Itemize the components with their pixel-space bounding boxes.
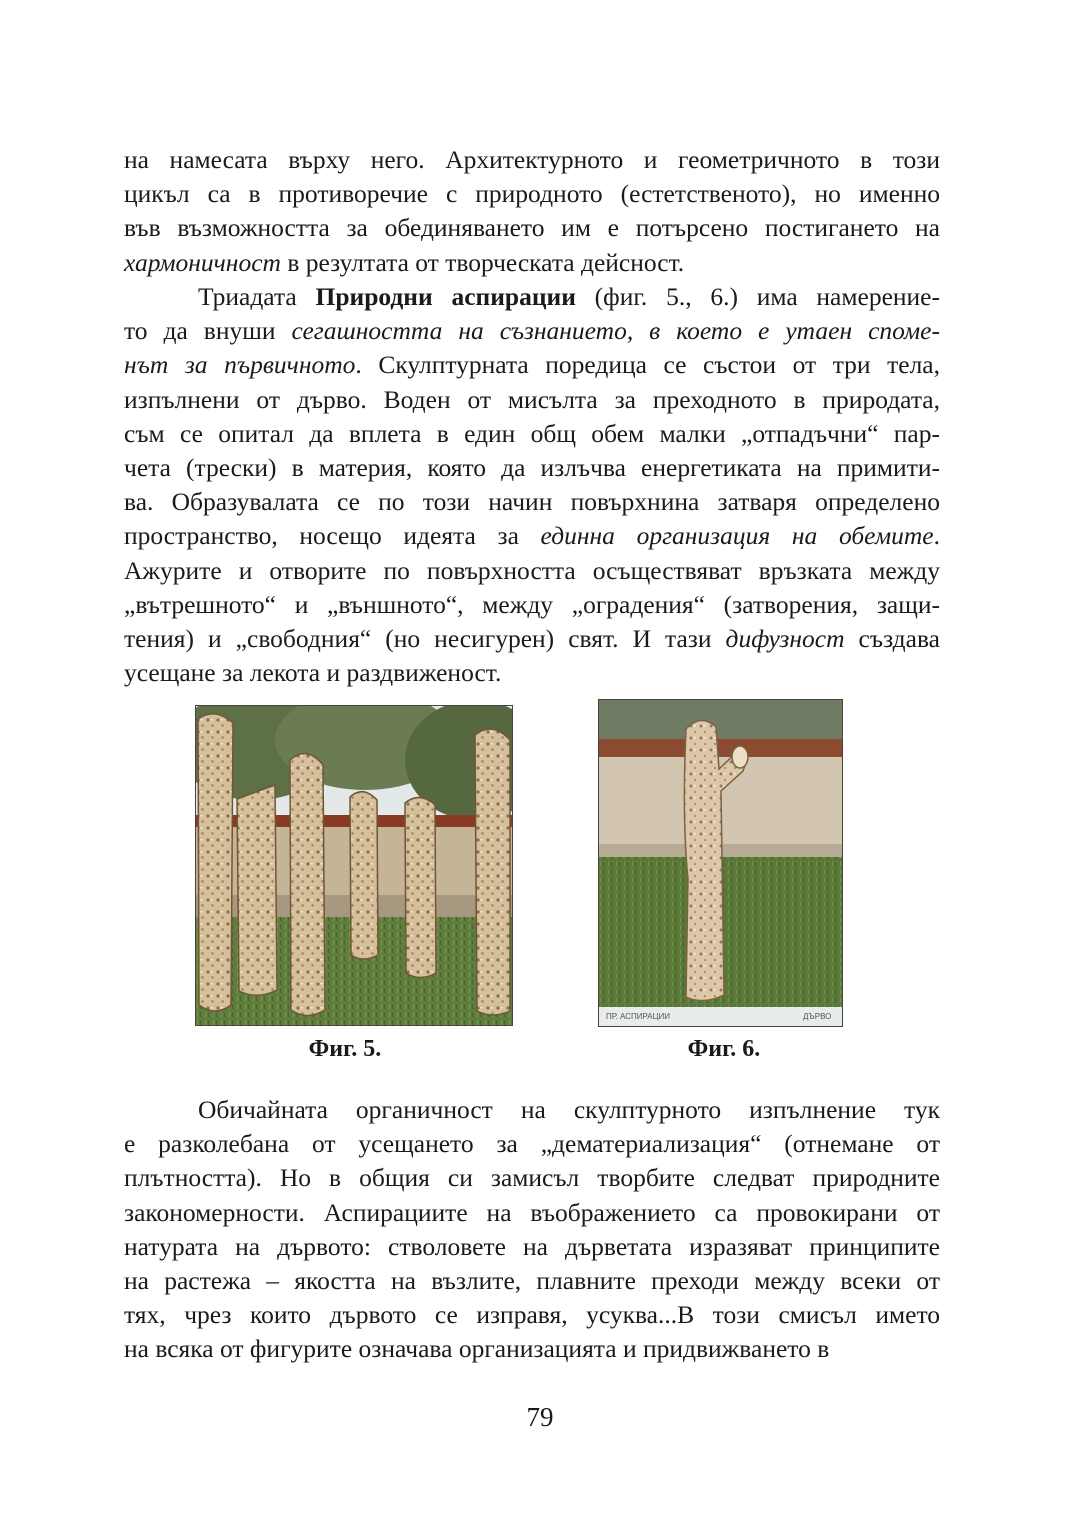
italic-text: нът за първичното [124,350,356,380]
text-run: закономерности. Аспирациите на въображението са провокирани от [124,1197,940,1227]
text-line [124,1264,940,1298]
text-line [124,519,940,553]
text-line [124,348,940,382]
text-line [124,1127,940,1161]
text-run: в резултата от творческата дейсност. [280,247,685,277]
text-run: е разколебана от усещането за „дематериализация“ (отнемане от [124,1129,940,1159]
figure-6-label-right: ДЪРВО [803,1012,832,1021]
text-line [124,314,940,348]
text-run: на намесата върху него. Архитектурното и геометричното в този [124,145,940,174]
paragraph-1 [124,143,940,280]
text-run: Триадата [198,282,316,311]
text-run: създава [844,624,940,654]
text-run: натурата на дървото: стволовете на дърветата изразяват принципите [124,1231,940,1261]
text-line [124,622,940,656]
text-line [124,211,940,245]
text-run: . Скулптурната поредица се състои от три тела, [355,350,940,380]
text-line [124,1093,940,1127]
text-line [124,383,940,417]
text-line [124,1298,940,1332]
paragraph-2 [124,280,940,690]
text-run: цикъл са в противоречие с природното (естетственото), но именно [124,179,940,209]
text-run: Ажурите и отворите по повърхността осъществяват връзката между [124,555,940,585]
text-line [124,485,940,519]
figure-5-photo [195,705,513,1026]
page-number: 79 [526,1402,554,1432]
text-run: Обичайната органичност на скулптурното изпълнение тук [198,1095,940,1124]
figure-6-caption: Фиг. 6. [687,1036,761,1062]
text-run: ва. Образувалата се по този начин повърхнина затваря определено [124,487,940,517]
text-run: във възможността за обединяването им е потърсено постигането на [124,213,940,243]
text-run: плътността). Но в общия си замисъл творбите следват природните [124,1163,940,1193]
text-run: усещане за лекота и раздвиженост. [124,658,502,688]
text-line [124,280,940,314]
text-run: на растежа – якостта на възлите, плавните преходи между всеки от [124,1266,940,1296]
text-line [124,143,940,177]
text-run: . [933,521,940,551]
text-line [124,1230,940,1264]
text-line [124,246,940,280]
italic-text: хармоничност [124,247,281,277]
text-line [124,656,940,690]
text-run: чета (трески) в материя, която да излъчва енергетиката на примити- [124,453,940,483]
text-line [124,1161,940,1195]
text-line [124,588,940,622]
text-run: то да внуши [124,316,292,346]
text-run: съм се опитал да вплета в един общ обем малки „отпадъчни“ пар- [124,418,940,448]
text-run: „вътрешното“ и „външното“, между „оградения“ (затворения, защи- [124,589,940,619]
text-line [124,417,940,451]
italic-text: дифузност [725,624,845,654]
text-line [124,451,940,485]
text-run: (фиг. 5., 6.) има намерение- [575,282,940,311]
figure-6-label-left: ПР. АСПИРАЦИИ [606,1012,671,1021]
text-line [124,1196,940,1230]
text-run: на всяка от фигурите означава организацията и придвижването в [124,1334,830,1364]
figure-6-photo [598,699,843,1027]
text-line [124,1332,940,1366]
text-run: изпълнени от дърво. Воден от мисълта за преходното в природата, [124,384,940,414]
italic-text: сегашността на съзнанието, в което е утаен споме- [291,316,940,346]
text-run: тях, чрез които дървото се изправя, усуква...В този смисъл името [124,1300,940,1330]
text-line [124,177,940,211]
text-run: пространство, носещо идеята за [124,521,541,551]
text-line [124,554,940,588]
bold-text: Природни аспирации [315,282,576,311]
text-run: тения) и „свободния“ (но несигурен) свят. И тази [124,624,726,654]
figure-5-caption: Фиг. 5. [308,1036,382,1062]
paragraph-3 [124,1093,940,1367]
italic-text: единна организация на обемите [540,521,934,551]
